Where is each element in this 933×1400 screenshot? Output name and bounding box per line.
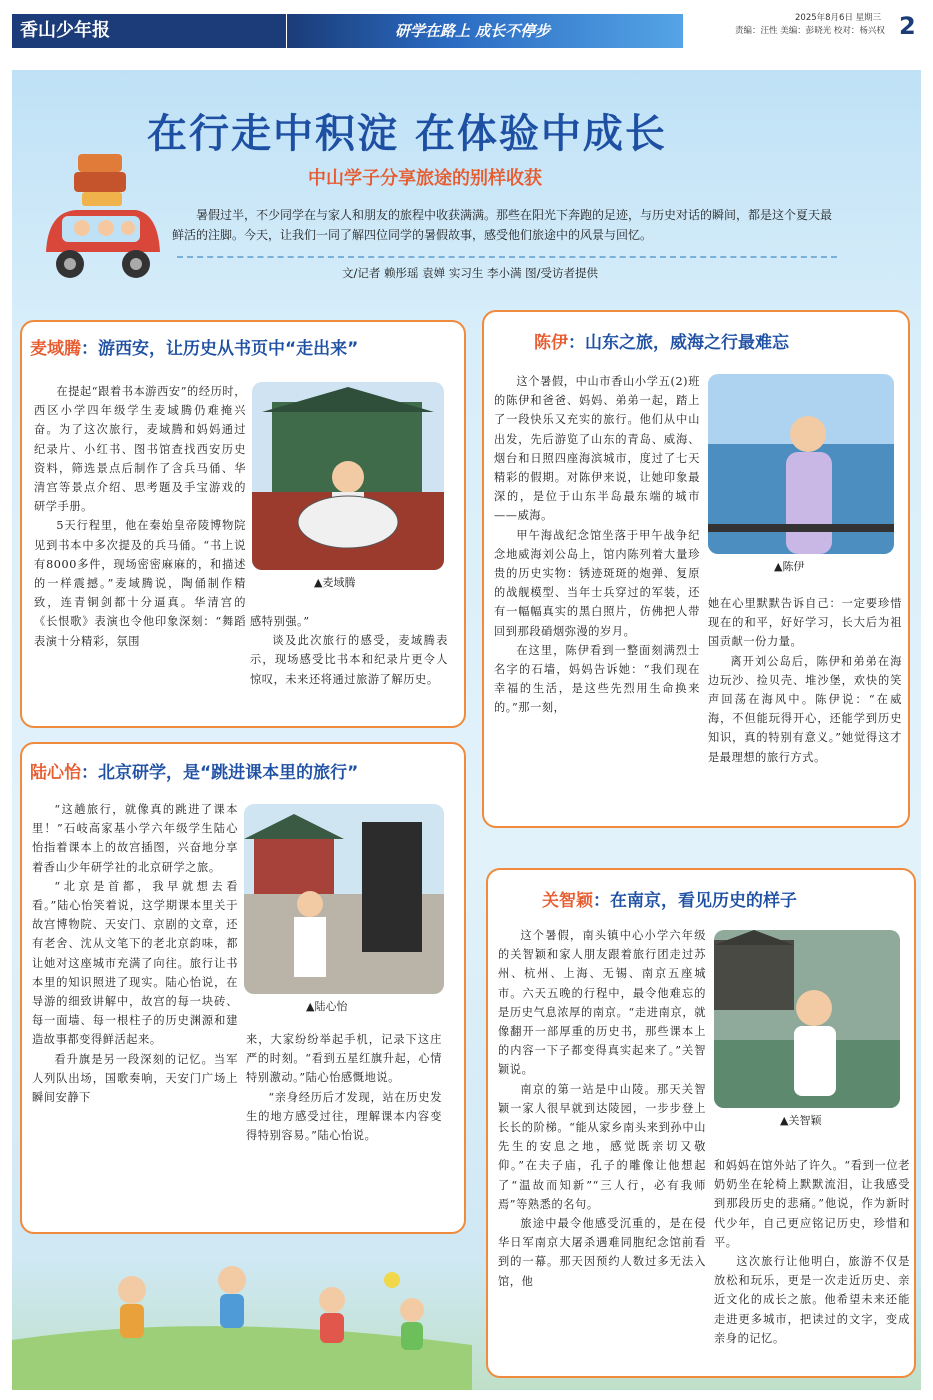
photo-chen [708,374,894,554]
feature-page [12,70,921,1390]
newspaper-masthead: 香山少年报 [12,14,286,48]
student-name: 麦域腾 [30,339,81,359]
intro-paragraph: 暑假过半，不少同学在与家人和朋友的旅程中收获满满。那些在阳光下奔跑的足迹，与历史对话的瞬间，都是这个夏天最鲜活的注脚。今天，让我们一同了解四位同学的暑假故事，感受他们旅途中的风景与回忆。 [172,208,833,242]
story-headline [30,334,358,359]
paragraph: 谈及此次旅行的感受，麦域腾表示，现场感受比书本和纪录片更令人惊叹，未来还将通过旅游了解历史。 [250,634,448,686]
water-town-photo [714,930,900,1108]
photo-lu [244,804,444,994]
paragraph: “亲身经历后才发现，站在历史发生的地方感受过往，理解课本内容变得特别容易。”陆心怡说。 [246,1090,442,1143]
paragraph: 离开刘公岛后，陈伊和弟弟在海边玩沙、捡贝壳、堆沙堡，欢快的笑声回荡在海风中。陈伊说：“在威海，不但能玩得开心，还能学到历史知识，真的特别有意义。”她觉得这才是最理想的旅行方式。 [708,654,902,764]
story-column-1 [32,800,238,1107]
paragraph: “北京是首都，我早就想去看看。”陆心怡笑着说，这学期课本里关于故宫博物院、天安门、京剧的文章，还有老舍、沈从文笔下的老北京韵味，都让她对这座城市充满了向往。旅行让书本里的知识照进了现实。陆心怡说，在导游的细致讲解中，故宫的每一块砖、每一面墙、每一根柱子的历史渊源和建造故事都变得鲜活起来。 [32,879,238,1047]
banner-slogan: 研学在路上 成长不停步 [395,22,551,40]
issue-date: 2025年8月6日 星期三 [795,13,882,23]
beijing-gate-photo [244,804,444,994]
photo-caption: ▲关智颖 [780,1114,822,1127]
story-headline [30,758,358,783]
paragraph: “这趟旅行，就像真的跳进了课本里！”石岐高家基小学六年级学生陆心怡指着课本上的故宫插图，兴奋地分享着香山少年研学社的北京研学之旅。 [32,803,238,874]
story-column-1 [494,372,700,718]
page-subtitle: 中山学子分享旅途的别样收获 [308,168,542,189]
editor-credits: 责编：汪性 美编：彭晓光 校对：杨兴权 [735,26,885,36]
paragraph: 看升旗是另一段深刻的记忆。当军人列队出场，国歌奏响，天安门广场上瞬间安静下 [32,1052,238,1105]
weihai-seaside-photo [708,374,894,554]
student-name: 陈伊 [534,333,568,353]
story-column-2 [708,594,902,767]
student-name: 陆心怡 [30,763,81,783]
paragraph: 旅途中最令他感受沉重的，是在侵华日军南京大屠杀遇难同胞纪念馆前看到的一幕。那天因预约人数过多无法入馆，他 [498,1217,706,1288]
story-column-2 [250,612,448,689]
paragraph: 感特别强。” [250,615,310,628]
story-card-mai [20,320,466,728]
xian-bell-tower-photo [252,382,444,570]
paragraph: 这个暑假，中山市香山小学五(2)班的陈伊和爸爸、妈妈、弟弟一起，踏上了一段快乐又充实的旅行。他们从中山出发，先后游览了山东的青岛、威海、烟台和日照四座海滨城市，度过了七天精彩的假期。对陈伊来说，让她印象最深的，是位于山东半岛最东端的城市——威海。 [494,375,700,523]
photo-caption: ▲陈伊 [774,560,805,573]
story-column-2 [246,1030,442,1145]
photo-caption: ▲陆心怡 [306,1000,348,1013]
story-headline [534,328,789,353]
headline-text: ：山东之旅，威海之行最难忘 [568,333,789,353]
playing-children-illustration [12,1250,921,1390]
paragraph: 在这里，陈伊看到一整面刻满烈士名字的石墙，妈妈告诉她：“我们现在幸福的生活，是这些先烈用生命换来的。”那一刻， [494,643,700,715]
paragraph: 在提起“跟着书本游西安”的经历时，西区小学四年级学生麦域腾仍难掩兴奋。为了这次旅行，麦域腾和妈妈通过纪录片、小红书、图书馆查找西安历史资料，筛选景点后制作了含兵马俑、华清宫等景点介绍、思考题及手宝游戏的研学手册。 [34,385,246,514]
student-name: 关智颖 [542,891,593,911]
story-headline [542,886,797,911]
paragraph: 和妈妈在馆外站了许久。“看到一位老奶奶坐在轮椅上默默流泪，让我感受到那段历史的悲痛。”他说，作为新时代少年，自己更应铭记历史，珍惜和平。 [714,1159,910,1249]
paragraph: 这个暑假，南头镇中心小学六年级的关智颖和家人朋友跟着旅行团走过苏州、杭州、上海、无锡、南京五座城市。六天五晚的行程中，最令他难忘的是历史气息浓厚的南京。“走进南京，就像翻开一部厚重的历史书，那些课本上的内容一下子都变得真实起来了。”关智颖说。 [498,929,706,1077]
paragraph: 这次旅行让他明白，旅游不仅是放松和玩乐，更是一次走近历史、亲近文化的成长之旅。他希望未来还能走进更多城市，把读过的文字，变成亲身的记忆。 [714,1255,910,1345]
intro-divider [177,256,837,262]
header-banner [287,14,683,48]
paragraph: 她在心里默默告诉自己：一定要珍惜现在的和平，好好学习，长大后为祖国贡献一份力量。 [708,597,902,649]
issue-meta [735,12,885,38]
page-header [0,0,933,60]
paragraph: 来，大家纷纷举起手机，记录下这庄严的时刻。“看到五星红旗升起，心情特别激动。”陆心怡感慨地说。 [246,1033,442,1085]
story-column-1 [34,382,246,651]
photo-caption: ▲麦域腾 [314,576,356,589]
paragraph: 甲午海战纪念馆坐落于甲午战争纪念地威海刘公岛上，馆内陈列着大量珍贵的历史实物：锈迹斑斑的炮弹、复原的战舰模型、当年士兵穿过的军装，还有一幅幅真实的黑白照片，仿佛把人带回到那段硝烟弥漫的岁月。 [494,528,700,638]
page-title: 在行走中积淀 在体验中成长 [147,111,667,157]
headline-text: ：北京研学，是“跳进课本里的旅行” [81,763,359,783]
headline-text: ：游西安，让历史从书页中“走出来” [81,339,359,359]
story-card-chen [482,310,910,828]
paragraph: 5天行程里，他在秦始皇帝陵博物院见到书本中多次提及的兵马俑。“书上说有8000多件，现场密密麻麻的，和描述的一样震撼。”麦域腾说，陶俑制作精致，连青铜剑都十分逼真。华清宫的《长恨歌》表演也令他印象深刻：“舞蹈表演十分精彩，氛围 [34,519,246,648]
story-column-1 [498,926,706,1291]
travel-car-illustration [36,142,166,292]
headline-text: ：在南京，看见历史的样子 [593,891,797,911]
photo-guan [714,930,900,1108]
page-number: 2 [899,12,916,40]
story-card-lu [20,742,466,1234]
byline: 文/记者 赖彤瑶 袁婵 实习生 李小满 图/受访者提供 [342,266,599,280]
paragraph: 南京的第一站是中山陵。那天关智颖一家人很早就到达陵园，一步步登上长长的阶梯。“能从家乡南头来到孙中山先生的安息之地，感觉既亲切又敬仰。”在夫子庙，孔子的雕像让他想起了“温故而知新”“三人行，必有我师焉”等熟悉的名句。 [498,1082,706,1211]
photo-mai [252,382,444,570]
